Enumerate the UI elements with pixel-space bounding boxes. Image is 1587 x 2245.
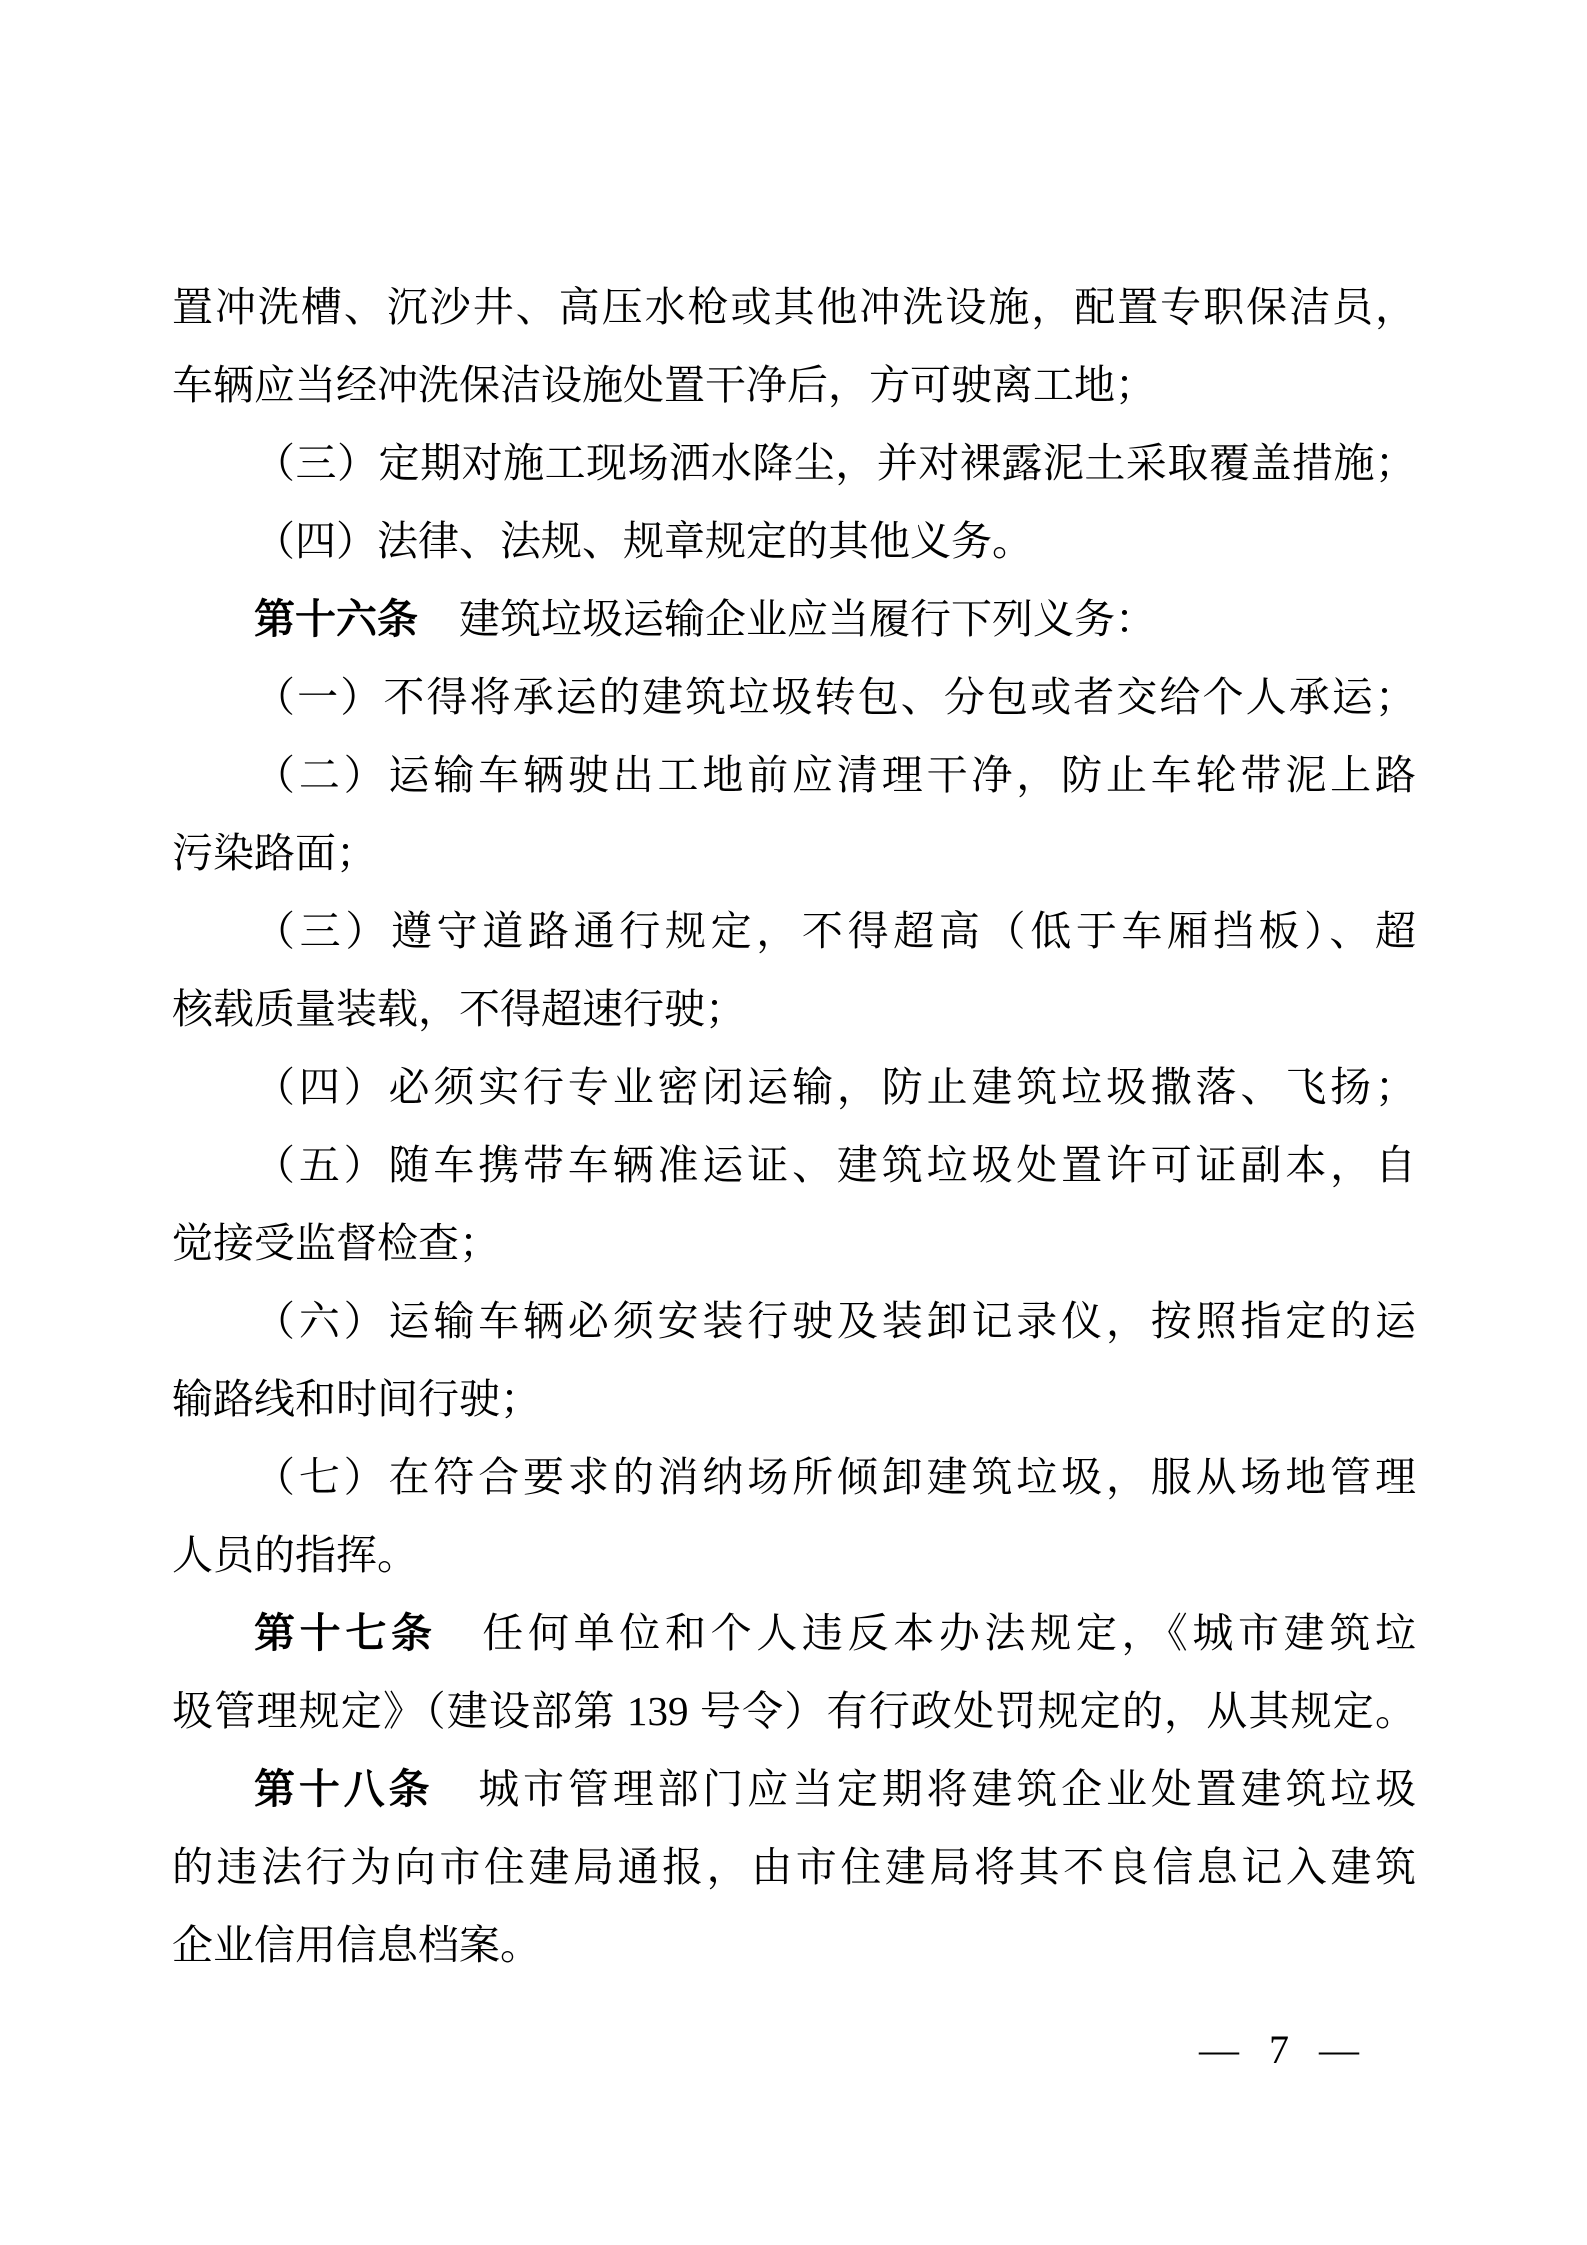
document-body	[172, 268, 1416, 1984]
document-line	[172, 346, 1416, 424]
document-line	[172, 1672, 1416, 1750]
line-text: 建筑垃圾运输企业应当履行下列义务：	[418, 596, 1156, 642]
line-text: （六）运输车辆必须安装行驶及装卸记录仪，按照指定的运	[254, 1298, 1416, 1344]
line-text: （三）遵守道路通行规定，不得超高（低于车厢挡板）、超	[254, 908, 1416, 954]
footer-page-number: — 7 —	[1199, 2027, 1359, 2072]
article-number: 第十七条	[254, 1610, 437, 1656]
document-line	[172, 580, 1416, 658]
line-text: （五）随车携带车辆准运证、建筑垃圾处置许可证副本，自	[254, 1142, 1416, 1188]
document-line	[172, 892, 1416, 970]
document-line	[172, 1204, 1416, 1282]
line-text: 核载质量装载，不得超速行驶；	[172, 986, 746, 1032]
document-line	[172, 736, 1416, 814]
document-line	[172, 1516, 1416, 1594]
document-line	[172, 1828, 1416, 1906]
document-line	[172, 970, 1416, 1048]
line-text: 圾管理规定》（建设部第 139 号令）有行政处罚规定的，从其规定。	[172, 1688, 1416, 1734]
line-text: （二）运输车辆驶出工地前应清理干净，防止车轮带泥上路	[254, 752, 1416, 798]
document-line	[172, 268, 1416, 346]
document-line	[172, 1438, 1416, 1516]
document-line	[172, 424, 1416, 502]
line-text: 的违法行为向市住建局通报，由市住建局将其不良信息记入建筑	[172, 1844, 1416, 1890]
line-text: （七）在符合要求的消纳场所倾卸建筑垃圾，服从场地管理	[254, 1454, 1416, 1500]
document-line	[172, 1282, 1416, 1360]
document-line	[172, 1126, 1416, 1204]
line-text: （一）不得将承运的建筑垃圾转包、分包或者交给个人承运；	[254, 674, 1416, 720]
line-text: 城市管理部门应当定期将建筑企业处置建筑垃圾	[433, 1766, 1417, 1812]
line-text: 人员的指挥。	[172, 1532, 418, 1578]
line-text: 污染路面；	[172, 830, 377, 876]
line-text: （四）法律、法规、规章规定的其他义务。	[254, 518, 1033, 564]
line-text: 车辆应当经冲洗保洁设施处置干净后，方可驶离工地；	[172, 362, 1156, 408]
document-line	[172, 658, 1416, 736]
article-number: 第十六条	[254, 596, 418, 642]
line-text: 置冲洗槽、沉沙井、高压水枪或其他冲洗设施，配置专职保洁员，	[172, 284, 1416, 330]
document-line	[172, 502, 1416, 580]
document-line	[172, 814, 1416, 892]
document-line	[172, 1594, 1416, 1672]
line-text: 企业信用信息档案。	[172, 1922, 541, 1968]
line-text: （四）必须实行专业密闭运输，防止建筑垃圾撒落、飞扬；	[254, 1064, 1416, 1110]
document-line	[172, 1906, 1416, 1984]
article-number: 第十八条	[254, 1766, 434, 1812]
document-line	[172, 1750, 1416, 1828]
line-text: 输路线和时间行驶；	[172, 1376, 541, 1422]
line-text: 任何单位和个人违反本办法规定，《城市建筑垃	[436, 1610, 1416, 1656]
document-line	[172, 1048, 1416, 1126]
line-text: （三）定期对施工现场洒水降尘，并对裸露泥土采取覆盖措施；	[254, 440, 1416, 486]
document-line	[172, 1360, 1416, 1438]
line-text: 觉接受监督检查；	[172, 1220, 500, 1266]
